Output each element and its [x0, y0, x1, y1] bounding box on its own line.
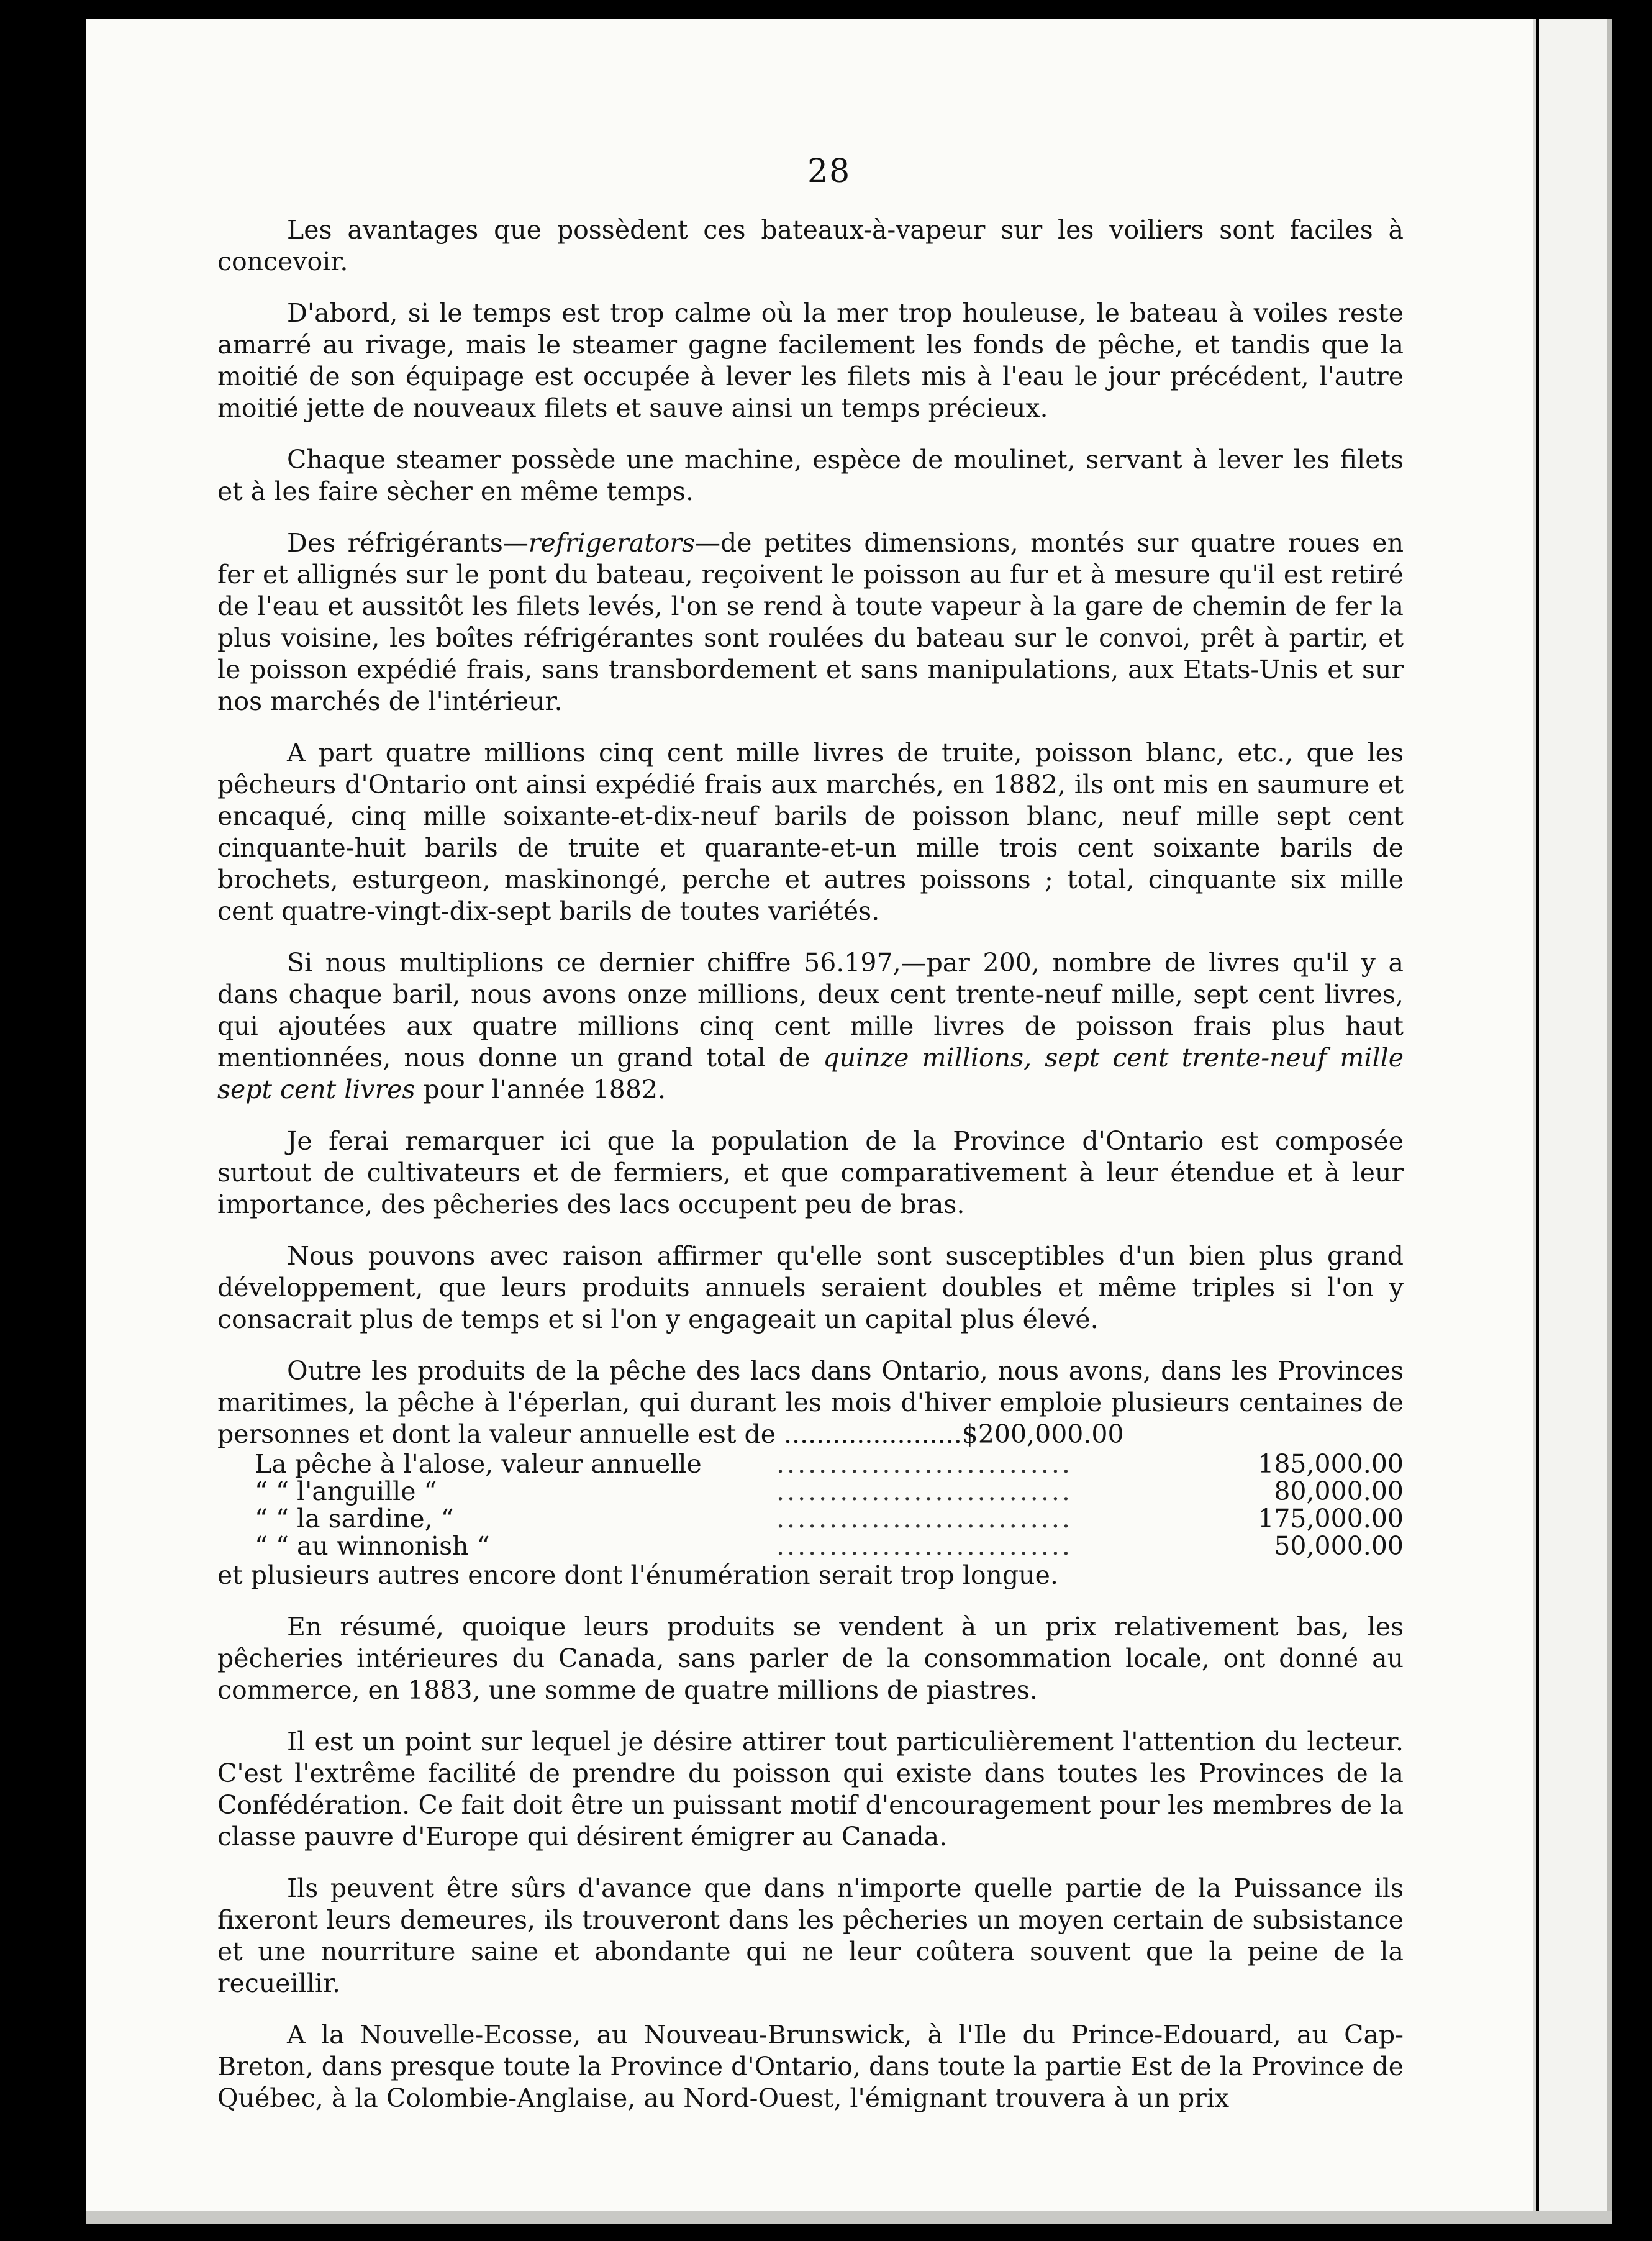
paragraph-attention: Il est un point sur lequel je désire attirer tout particulièrement l'attention du lecteur. C'est l'extrême facilité de prendre du poisson qui existe dans toutes les Provinces de la Confédération. Ce fait doit être un puissant motif d'encouragement pour les membres de la classe pauvre d'Europe qui désirent émigrer au Canada. — [217, 1727, 1404, 1852]
fishery-label: “ “ l'anguille “ — [255, 1476, 437, 1506]
paragraph-barrels: A part quatre millions cinq cent mille livres de truite, poisson blanc, etc., que les pêcheurs d'Ontario ont ainsi expédié frais aux marchés, en 1882, ils ont mis en saumure et encaqué, cinq mille soixante-et-dix-neuf barils de poisson blanc, neuf mille sept cent cinquante-huit barils de truite et quarante-et-un mille trois cent soixante barils de brochets, esturgeon, maskinongé, perche et autres poissons ; total, cinquante six mille cent quatre-vingt-dix-sept barils de toutes variétés. — [217, 738, 1404, 926]
paragraph-machine: Chaque steamer possède une machine, espèce de moulinet, servant à lever les filets et à les faire sècher en même temps. — [217, 445, 1404, 506]
paragraph-smelt: Outre les produits de la pêche des lacs dans Ontario, nous avons, dans les Provinces maritimes, la pêche à l'éperlan, qui durant les mois d'hiver emploie plusieurs centaines de personnes et dont la valeur annuelle est de ......................$200,000.00 — [217, 1356, 1404, 1449]
paragraph-advantages: Les avantages que possèdent ces bateaux-à-vapeur sur les voiliers sont faciles à concevoir. — [217, 215, 1404, 276]
refrigerators-term: refrigerators — [528, 528, 696, 558]
fishery-label: La pêche à l'alose, valeur annuelle — [255, 1449, 702, 1479]
multiplication-text: Si nous multiplions ce dernier chiffre 56.197,—par 200, nombre de livres qu'il y a dans chaque baril, nous avons onze millions, deux cent trente-neuf mille, sept cent livres, qui ajoutées aux quatre millions cinq cent mille livres de poisson frais plus haut mentionnées, nous donne un grand total de — [217, 948, 1404, 1073]
paragraph-multiplication — [217, 947, 1404, 1106]
fishery-value: 80,000.00 — [1274, 1476, 1404, 1506]
paragraph-provinces: A la Nouvelle-Ecosse, au Nouveau-Brunswick, à l'Ile du Prince-Edouard, au Cap-Breton, dans presque toute la Province d'Ontario, dans toute la partie Est de la Province de Québec, à la Colombie-Anglaise, au Nord-Ouest, l'émignant trouvera à un prix — [217, 2020, 1404, 2113]
fishery-label: “ “ la sardine, “ — [255, 1504, 454, 1534]
leader-dots: ............................ — [776, 1478, 1073, 1505]
paragraph-refrigerants — [217, 527, 1404, 717]
paragraph-summary: En résumé, quoique leurs produits se vendent à un prix relativement bas, les pêcheries intérieures du Canada, sans parler de la consommation locale, ont donné au commerce, en 1883, une somme de quatre millions de piastres. — [217, 1612, 1404, 1705]
page-bottom-shadow — [86, 2211, 1612, 2224]
leader-dots: ............................ — [776, 1532, 1073, 1560]
paragraph-enumeration: et plusieurs autres encore dont l'énumération serait trop longue. — [217, 1560, 1058, 1590]
table-row — [217, 1450, 1404, 1478]
refrigerants-rest: —de petites dimensions, montés sur quatre roues en fer et allignés sur le pont du bateau, reçoivent le poisson au fur et à mesure qu'il est retiré de l'eau et aussitôt les filets levés, l'on se rend à toute vapeur à la gare de chemin de fer la plus voisine, les boîtes réfrigérantes sont roulées du bateau sur le convoi, prêt à partir, et le poisson expédié frais, sans transbordement et sans manipulations, aux Etats-Unis et sur nos marchés de l'intérieur. — [217, 528, 1404, 716]
fishery-value: 175,000.00 — [1258, 1504, 1404, 1534]
paragraph-calm-weather: D'abord, si le temps est trop calme où la mer trop houleuse, le bateau à voiles reste amarré au rivage, mais le steamer gagne facilement les fonds de pêche, et tandis que la moitié de son équipage est occupée à lever les filets mis à l'eau le jour précédent, l'autre moitié jette de nouveaux filets et sauve ainsi un temps précieux. — [217, 298, 1404, 423]
table-row — [217, 1478, 1404, 1505]
fishery-value: 185,000.00 — [1258, 1449, 1404, 1479]
fishery-value: 50,000.00 — [1274, 1531, 1404, 1561]
page-number: 28 — [807, 153, 851, 190]
refrigerants-intro: Des réfrigérants— — [287, 528, 529, 558]
fishery-values-table — [217, 1450, 1404, 1560]
table-row — [217, 1505, 1404, 1532]
leader-dots: ............................ — [776, 1450, 1073, 1478]
fishery-label: “ “ au winnonish “ — [255, 1531, 490, 1561]
paragraph-subsistence: Ils peuvent être sûrs d'avance que dans n'importe quelle partie de la Puissance ils fixeront leurs demeures, ils trouveront dans les pêcheries un moyen certain de subsistance et une nourriture saine et abondante qui ne leur coûtera souvent que la peine de la recueillir. — [217, 1873, 1404, 1998]
paragraph-development: Nous pouvons avec raison affirmer qu'elle sont susceptibles d'un bien plus grand développement, que leurs produits annuels seraient doubles et même triples si l'on y consacrait plus de temps et si l'on y engageait un capital plus élevé. — [217, 1241, 1404, 1334]
multiplication-ending: pour l'année 1882. — [415, 1075, 666, 1104]
grand-total-italic: quinze millions, sept cent trente-neuf mille sept cent livres — [217, 1043, 1404, 1104]
table-row — [217, 1532, 1404, 1560]
leader-dots: ............................ — [776, 1505, 1073, 1532]
page-fold-shadow — [1607, 19, 1612, 2211]
body-text — [217, 214, 1404, 2134]
facing-page-edge — [1539, 19, 1607, 2211]
paragraph-population: Je ferai remarquer ici que la population de la Province d'Ontario est composée surtout de cultivateurs et de fermiers, et que comparativement à leur étendue et à leur importance, des pêcheries des lacs occupent peu de bras. — [217, 1126, 1404, 1219]
